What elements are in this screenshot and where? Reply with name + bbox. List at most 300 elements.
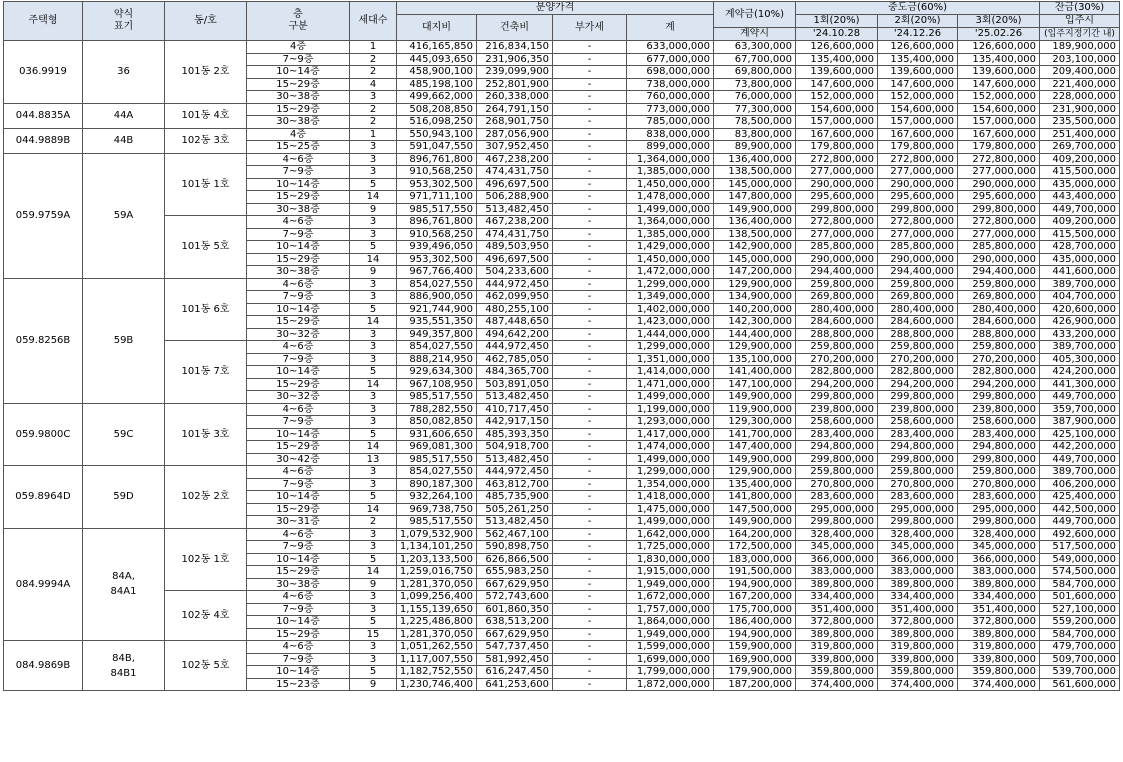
mid2-cell: 259,800,000: [878, 341, 958, 354]
building-cell: 513,482,450: [477, 516, 553, 529]
floor-cell: 7~9층: [247, 353, 350, 366]
deposit-cell: 76,000,000: [714, 91, 796, 104]
mid2-cell: 270,200,000: [878, 353, 958, 366]
land-cell: 854,027,550: [397, 341, 477, 354]
balance-cell: 501,600,000: [1040, 591, 1120, 604]
floor-cell: 15~29층: [247, 378, 350, 391]
land-cell: 508,208,850: [397, 103, 477, 116]
floor-cell: 30~38층: [247, 203, 350, 216]
dong-ho-cell: 102동 3호: [165, 128, 247, 153]
balance-cell: 549,000,000: [1040, 553, 1120, 566]
households-cell: 3: [350, 91, 397, 104]
building-cell: 513,482,450: [477, 203, 553, 216]
total-cell: 1,864,000,000: [627, 616, 714, 629]
mid1-cell: 157,000,000: [796, 116, 878, 129]
table-row: [4, 341, 1120, 354]
vat-cell: -: [553, 203, 627, 216]
vat-cell: -: [553, 116, 627, 129]
vat-cell: -: [553, 578, 627, 591]
vat-cell: -: [553, 378, 627, 391]
mid3-cell: 277,000,000: [958, 228, 1040, 241]
building-cell: 504,918,700: [477, 441, 553, 454]
land-cell: 416,165,850: [397, 41, 477, 54]
mid1-cell: 167,600,000: [796, 128, 878, 141]
total-cell: 838,000,000: [627, 128, 714, 141]
mid1-cell: 258,600,000: [796, 416, 878, 429]
mid3-cell: 157,000,000: [958, 116, 1040, 129]
households-cell: 3: [350, 403, 397, 416]
short-label-cell: 44A: [83, 103, 165, 128]
mid2-cell: 277,000,000: [878, 166, 958, 179]
households-cell: 3: [350, 641, 397, 654]
mid3-cell: 239,800,000: [958, 403, 1040, 416]
vat-cell: -: [553, 303, 627, 316]
land-cell: 1,099,256,400: [397, 591, 477, 604]
total-cell: 677,000,000: [627, 53, 714, 66]
mid3-cell: 284,600,000: [958, 316, 1040, 329]
mid3-cell: 294,200,000: [958, 378, 1040, 391]
land-cell: 854,027,550: [397, 466, 477, 479]
total-cell: 1,672,000,000: [627, 591, 714, 604]
price-table: [3, 1, 1120, 691]
total-cell: 760,000,000: [627, 91, 714, 104]
mid1-cell: 282,800,000: [796, 366, 878, 379]
total-cell: 1,199,000,000: [627, 403, 714, 416]
header-total: 계: [627, 15, 714, 41]
house-type-cell: 036.9919: [4, 41, 83, 104]
mid2-cell: 295,600,000: [878, 191, 958, 204]
building-cell: 503,891,050: [477, 378, 553, 391]
dong-ho-cell: 102동 2호: [165, 466, 247, 529]
land-cell: 1,117,007,550: [397, 653, 477, 666]
balance-cell: 443,400,000: [1040, 191, 1120, 204]
deposit-cell: 135,400,000: [714, 478, 796, 491]
table-row: [4, 216, 1120, 229]
balance-cell: 442,200,000: [1040, 441, 1120, 454]
total-cell: 1,450,000,000: [627, 253, 714, 266]
total-cell: 1,499,000,000: [627, 203, 714, 216]
short-label-line1: 84A,: [112, 571, 135, 583]
balance-cell: 409,200,000: [1040, 153, 1120, 166]
land-cell: 939,496,050: [397, 241, 477, 254]
vat-cell: -: [553, 353, 627, 366]
households-cell: 2: [350, 66, 397, 79]
households-cell: 3: [350, 478, 397, 491]
vat-cell: -: [553, 666, 627, 679]
floor-cell: 4~6층: [247, 403, 350, 416]
mid2-cell: 389,800,000: [878, 578, 958, 591]
building-cell: 513,482,450: [477, 391, 553, 404]
mid3-cell: 366,000,000: [958, 553, 1040, 566]
floor-cell: 30~38층: [247, 116, 350, 129]
floor-cell: 10~14층: [247, 241, 350, 254]
mid2-cell: 282,800,000: [878, 366, 958, 379]
header-sale-price: 분양가격: [397, 2, 714, 15]
balance-cell: 359,700,000: [1040, 403, 1120, 416]
vat-cell: -: [553, 66, 627, 79]
mid2-cell: 299,800,000: [878, 516, 958, 529]
mid2-cell: 359,800,000: [878, 666, 958, 679]
mid3-cell: 295,600,000: [958, 191, 1040, 204]
building-cell: 307,952,450: [477, 141, 553, 154]
land-cell: 967,766,400: [397, 266, 477, 279]
building-cell: 638,513,200: [477, 616, 553, 629]
land-cell: 910,568,250: [397, 228, 477, 241]
total-cell: 1,599,000,000: [627, 641, 714, 654]
building-cell: 480,255,100: [477, 303, 553, 316]
building-cell: 641,253,600: [477, 678, 553, 691]
building-cell: 231,906,350: [477, 53, 553, 66]
households-cell: 14: [350, 316, 397, 329]
households-cell: 3: [350, 328, 397, 341]
building-cell: 264,791,150: [477, 103, 553, 116]
total-cell: 773,000,000: [627, 103, 714, 116]
mid3-cell: 374,400,000: [958, 678, 1040, 691]
deposit-cell: 186,400,000: [714, 616, 796, 629]
land-cell: 967,108,950: [397, 378, 477, 391]
total-cell: 1,699,000,000: [627, 653, 714, 666]
balance-cell: 189,900,000: [1040, 41, 1120, 54]
mid3-cell: 277,000,000: [958, 166, 1040, 179]
deposit-cell: 159,900,000: [714, 641, 796, 654]
header-building-cost: 건축비: [477, 15, 553, 41]
deposit-cell: 77,300,000: [714, 103, 796, 116]
balance-cell: 420,600,000: [1040, 303, 1120, 316]
balance-cell: 435,000,000: [1040, 178, 1120, 191]
building-cell: 260,338,000: [477, 91, 553, 104]
floor-cell: 30~38층: [247, 91, 350, 104]
vat-cell: -: [553, 366, 627, 379]
mid2-cell: 285,800,000: [878, 241, 958, 254]
floor-cell: 4~6층: [247, 641, 350, 654]
building-cell: 467,238,200: [477, 153, 553, 166]
households-cell: 3: [350, 416, 397, 429]
building-cell: 505,261,250: [477, 503, 553, 516]
mid1-cell: 295,600,000: [796, 191, 878, 204]
land-cell: 1,281,370,050: [397, 578, 477, 591]
deposit-cell: 129,900,000: [714, 466, 796, 479]
balance-cell: 584,700,000: [1040, 578, 1120, 591]
mid3-cell: 389,800,000: [958, 578, 1040, 591]
table-body: [4, 41, 1120, 691]
households-cell: 2: [350, 53, 397, 66]
deposit-cell: 147,500,000: [714, 503, 796, 516]
deposit-cell: 73,800,000: [714, 78, 796, 91]
vat-cell: -: [553, 253, 627, 266]
vat-cell: -: [553, 191, 627, 204]
total-cell: 1,949,000,000: [627, 628, 714, 641]
land-cell: 953,302,500: [397, 253, 477, 266]
balance-cell: 517,500,000: [1040, 541, 1120, 554]
mid1-cell: 299,800,000: [796, 203, 878, 216]
short-label-line1: 84B,: [112, 652, 135, 664]
house-type-cell: 059.9759A: [4, 153, 83, 278]
house-type-cell: 084.9869B: [4, 641, 83, 691]
total-cell: 1,418,000,000: [627, 491, 714, 504]
deposit-cell: 141,800,000: [714, 491, 796, 504]
vat-cell: -: [553, 153, 627, 166]
mid1-cell: 294,400,000: [796, 266, 878, 279]
balance-cell: 406,200,000: [1040, 478, 1120, 491]
vat-cell: -: [553, 653, 627, 666]
floor-cell: 7~9층: [247, 541, 350, 554]
total-cell: 1,830,000,000: [627, 553, 714, 566]
land-cell: 550,943,100: [397, 128, 477, 141]
mid3-cell: 389,800,000: [958, 628, 1040, 641]
deposit-cell: 141,700,000: [714, 428, 796, 441]
mid1-cell: 294,800,000: [796, 441, 878, 454]
building-cell: 626,866,500: [477, 553, 553, 566]
balance-cell: 574,500,000: [1040, 566, 1120, 579]
households-cell: 13: [350, 453, 397, 466]
building-cell: 494,642,200: [477, 328, 553, 341]
mid3-cell: 294,800,000: [958, 441, 1040, 454]
total-cell: 899,000,000: [627, 141, 714, 154]
building-cell: 467,238,200: [477, 216, 553, 229]
building-cell: 239,099,900: [477, 66, 553, 79]
short-label-cell: 44B: [83, 128, 165, 153]
balance-cell: 424,200,000: [1040, 366, 1120, 379]
balance-cell: 389,700,000: [1040, 278, 1120, 291]
households-cell: 5: [350, 178, 397, 191]
deposit-cell: 119,900,000: [714, 403, 796, 416]
mid1-cell: 372,800,000: [796, 616, 878, 629]
balance-cell: 203,100,000: [1040, 53, 1120, 66]
vat-cell: -: [553, 141, 627, 154]
short-label-cell: 36: [83, 41, 165, 104]
mid1-cell: 299,800,000: [796, 516, 878, 529]
total-cell: 1,423,000,000: [627, 316, 714, 329]
deposit-cell: 63,300,000: [714, 41, 796, 54]
floor-cell: 7~9층: [247, 478, 350, 491]
balance-cell: 415,500,000: [1040, 228, 1120, 241]
mid2-cell: 334,400,000: [878, 591, 958, 604]
land-cell: 969,081,300: [397, 441, 477, 454]
deposit-cell: 147,800,000: [714, 191, 796, 204]
households-cell: 5: [350, 366, 397, 379]
building-cell: 462,785,050: [477, 353, 553, 366]
balance-cell: 231,900,000: [1040, 103, 1120, 116]
mid1-cell: 359,800,000: [796, 666, 878, 679]
total-cell: 1,872,000,000: [627, 678, 714, 691]
households-cell: 14: [350, 566, 397, 579]
floor-cell: 7~9층: [247, 291, 350, 304]
building-cell: 484,365,700: [477, 366, 553, 379]
balance-cell: 509,700,000: [1040, 653, 1120, 666]
floor-cell: 10~14층: [247, 366, 350, 379]
mid1-cell: 277,000,000: [796, 166, 878, 179]
building-cell: 474,431,750: [477, 166, 553, 179]
mid1-cell: 299,800,000: [796, 391, 878, 404]
vat-cell: -: [553, 428, 627, 441]
building-cell: 287,056,900: [477, 128, 553, 141]
mid2-cell: 294,400,000: [878, 266, 958, 279]
building-cell: 572,743,600: [477, 591, 553, 604]
header-deposit-sub: 계약시: [714, 28, 796, 41]
vat-cell: -: [553, 478, 627, 491]
land-cell: 1,134,101,250: [397, 541, 477, 554]
deposit-cell: 67,700,000: [714, 53, 796, 66]
mid3-cell: 126,600,000: [958, 41, 1040, 54]
land-cell: 854,027,550: [397, 278, 477, 291]
total-cell: 1,949,000,000: [627, 578, 714, 591]
header-deposit: 계약금(10%): [714, 2, 796, 28]
deposit-cell: 141,400,000: [714, 366, 796, 379]
building-cell: 601,860,350: [477, 603, 553, 616]
households-cell: 5: [350, 303, 397, 316]
mid2-cell: 290,000,000: [878, 253, 958, 266]
mid1-cell: 351,400,000: [796, 603, 878, 616]
deposit-cell: 138,500,000: [714, 166, 796, 179]
households-cell: 9: [350, 266, 397, 279]
balance-cell: 433,200,000: [1040, 328, 1120, 341]
mid3-cell: 383,000,000: [958, 566, 1040, 579]
building-cell: 496,697,500: [477, 253, 553, 266]
building-cell: 616,247,450: [477, 666, 553, 679]
mid2-cell: 135,400,000: [878, 53, 958, 66]
mid1-cell: 283,600,000: [796, 491, 878, 504]
vat-cell: -: [553, 391, 627, 404]
mid2-cell: 272,800,000: [878, 153, 958, 166]
building-cell: 506,288,900: [477, 191, 553, 204]
deposit-cell: 145,000,000: [714, 253, 796, 266]
deposit-cell: 147,400,000: [714, 441, 796, 454]
total-cell: 1,402,000,000: [627, 303, 714, 316]
mid2-cell: 258,600,000: [878, 416, 958, 429]
mid3-cell: 294,400,000: [958, 266, 1040, 279]
households-cell: 1: [350, 41, 397, 54]
vat-cell: -: [553, 566, 627, 579]
mid2-cell: 374,400,000: [878, 678, 958, 691]
house-type-cell: 084.9994A: [4, 528, 83, 641]
mid2-cell: 383,000,000: [878, 566, 958, 579]
households-cell: 3: [350, 341, 397, 354]
households-cell: 3: [350, 528, 397, 541]
vat-cell: -: [553, 416, 627, 429]
mid2-cell: 157,000,000: [878, 116, 958, 129]
table-row: [4, 103, 1120, 116]
vat-cell: -: [553, 341, 627, 354]
mid3-cell: 283,400,000: [958, 428, 1040, 441]
balance-cell: 584,700,000: [1040, 628, 1120, 641]
deposit-cell: 145,000,000: [714, 178, 796, 191]
land-cell: 985,517,550: [397, 453, 477, 466]
mid2-cell: 152,000,000: [878, 91, 958, 104]
mid3-cell: 285,800,000: [958, 241, 1040, 254]
balance-cell: 441,300,000: [1040, 378, 1120, 391]
land-cell: 935,551,350: [397, 316, 477, 329]
mid1-cell: 299,800,000: [796, 453, 878, 466]
dong-ho-cell: 101동 5호: [165, 216, 247, 279]
deposit-cell: 149,900,000: [714, 391, 796, 404]
mid2-cell: 295,000,000: [878, 503, 958, 516]
vat-cell: -: [553, 453, 627, 466]
header-land-cost: 대지비: [397, 15, 477, 41]
land-cell: 890,187,300: [397, 478, 477, 491]
floor-cell: 15~29층: [247, 503, 350, 516]
short-label-cell: 59D: [83, 466, 165, 529]
mid3-cell: 272,800,000: [958, 153, 1040, 166]
building-cell: 489,503,950: [477, 241, 553, 254]
header-middle-payment: 중도금(60%): [796, 2, 1040, 15]
land-cell: 896,761,800: [397, 153, 477, 166]
deposit-cell: 175,700,000: [714, 603, 796, 616]
balance-cell: 269,700,000: [1040, 141, 1120, 154]
mid1-cell: 135,400,000: [796, 53, 878, 66]
total-cell: 785,000,000: [627, 116, 714, 129]
households-cell: 9: [350, 203, 397, 216]
mid1-cell: 154,600,000: [796, 103, 878, 116]
building-cell: 252,801,900: [477, 78, 553, 91]
header-mid1: 1회(20%): [796, 15, 878, 28]
header-vat: 부가세: [553, 15, 627, 41]
dong-ho-cell: 102동 4호: [165, 591, 247, 641]
land-cell: 949,357,800: [397, 328, 477, 341]
mid1-cell: 277,000,000: [796, 228, 878, 241]
building-cell: 444,972,450: [477, 278, 553, 291]
deposit-cell: 136,400,000: [714, 216, 796, 229]
mid2-cell: 154,600,000: [878, 103, 958, 116]
mid3-cell: 299,800,000: [958, 203, 1040, 216]
households-cell: 3: [350, 291, 397, 304]
total-cell: 1,471,000,000: [627, 378, 714, 391]
total-cell: 1,385,000,000: [627, 228, 714, 241]
header-dong-ho: 동/호: [165, 2, 247, 41]
households-cell: 9: [350, 678, 397, 691]
households-cell: 3: [350, 141, 397, 154]
mid2-cell: 259,800,000: [878, 466, 958, 479]
land-cell: 932,264,100: [397, 491, 477, 504]
floor-cell: 7~9층: [247, 416, 350, 429]
mid3-cell: 295,000,000: [958, 503, 1040, 516]
mid1-cell: 139,600,000: [796, 66, 878, 79]
floor-cell: 15~29층: [247, 316, 350, 329]
building-cell: 463,812,700: [477, 478, 553, 491]
deposit-cell: 164,200,000: [714, 528, 796, 541]
dong-ho-cell: 102동 1호: [165, 528, 247, 591]
deposit-cell: 169,900,000: [714, 653, 796, 666]
land-cell: 499,662,000: [397, 91, 477, 104]
floor-cell: 10~14층: [247, 66, 350, 79]
land-cell: 458,900,100: [397, 66, 477, 79]
floor-cell: 4~6층: [247, 591, 350, 604]
house-type-cell: 059.9800C: [4, 403, 83, 466]
mid1-cell: 239,800,000: [796, 403, 878, 416]
mid1-cell: 389,800,000: [796, 578, 878, 591]
floor-cell: 10~14층: [247, 303, 350, 316]
land-cell: 788,282,550: [397, 403, 477, 416]
land-cell: 1,182,752,550: [397, 666, 477, 679]
header-balance-sub1: 입주시: [1040, 15, 1120, 28]
total-cell: 1,354,000,000: [627, 478, 714, 491]
deposit-cell: 129,900,000: [714, 341, 796, 354]
mid2-cell: 280,400,000: [878, 303, 958, 316]
vat-cell: -: [553, 166, 627, 179]
header-mid2-date: '24.12.26: [878, 28, 958, 41]
mid1-cell: 270,800,000: [796, 478, 878, 491]
mid3-cell: 359,800,000: [958, 666, 1040, 679]
households-cell: 5: [350, 491, 397, 504]
total-cell: 738,000,000: [627, 78, 714, 91]
mid2-cell: 284,600,000: [878, 316, 958, 329]
mid2-cell: 179,800,000: [878, 141, 958, 154]
households-cell: 1: [350, 128, 397, 141]
households-cell: 4: [350, 78, 397, 91]
building-cell: 504,233,600: [477, 266, 553, 279]
mid3-cell: 299,800,000: [958, 453, 1040, 466]
balance-cell: 425,100,000: [1040, 428, 1120, 441]
vat-cell: -: [553, 278, 627, 291]
